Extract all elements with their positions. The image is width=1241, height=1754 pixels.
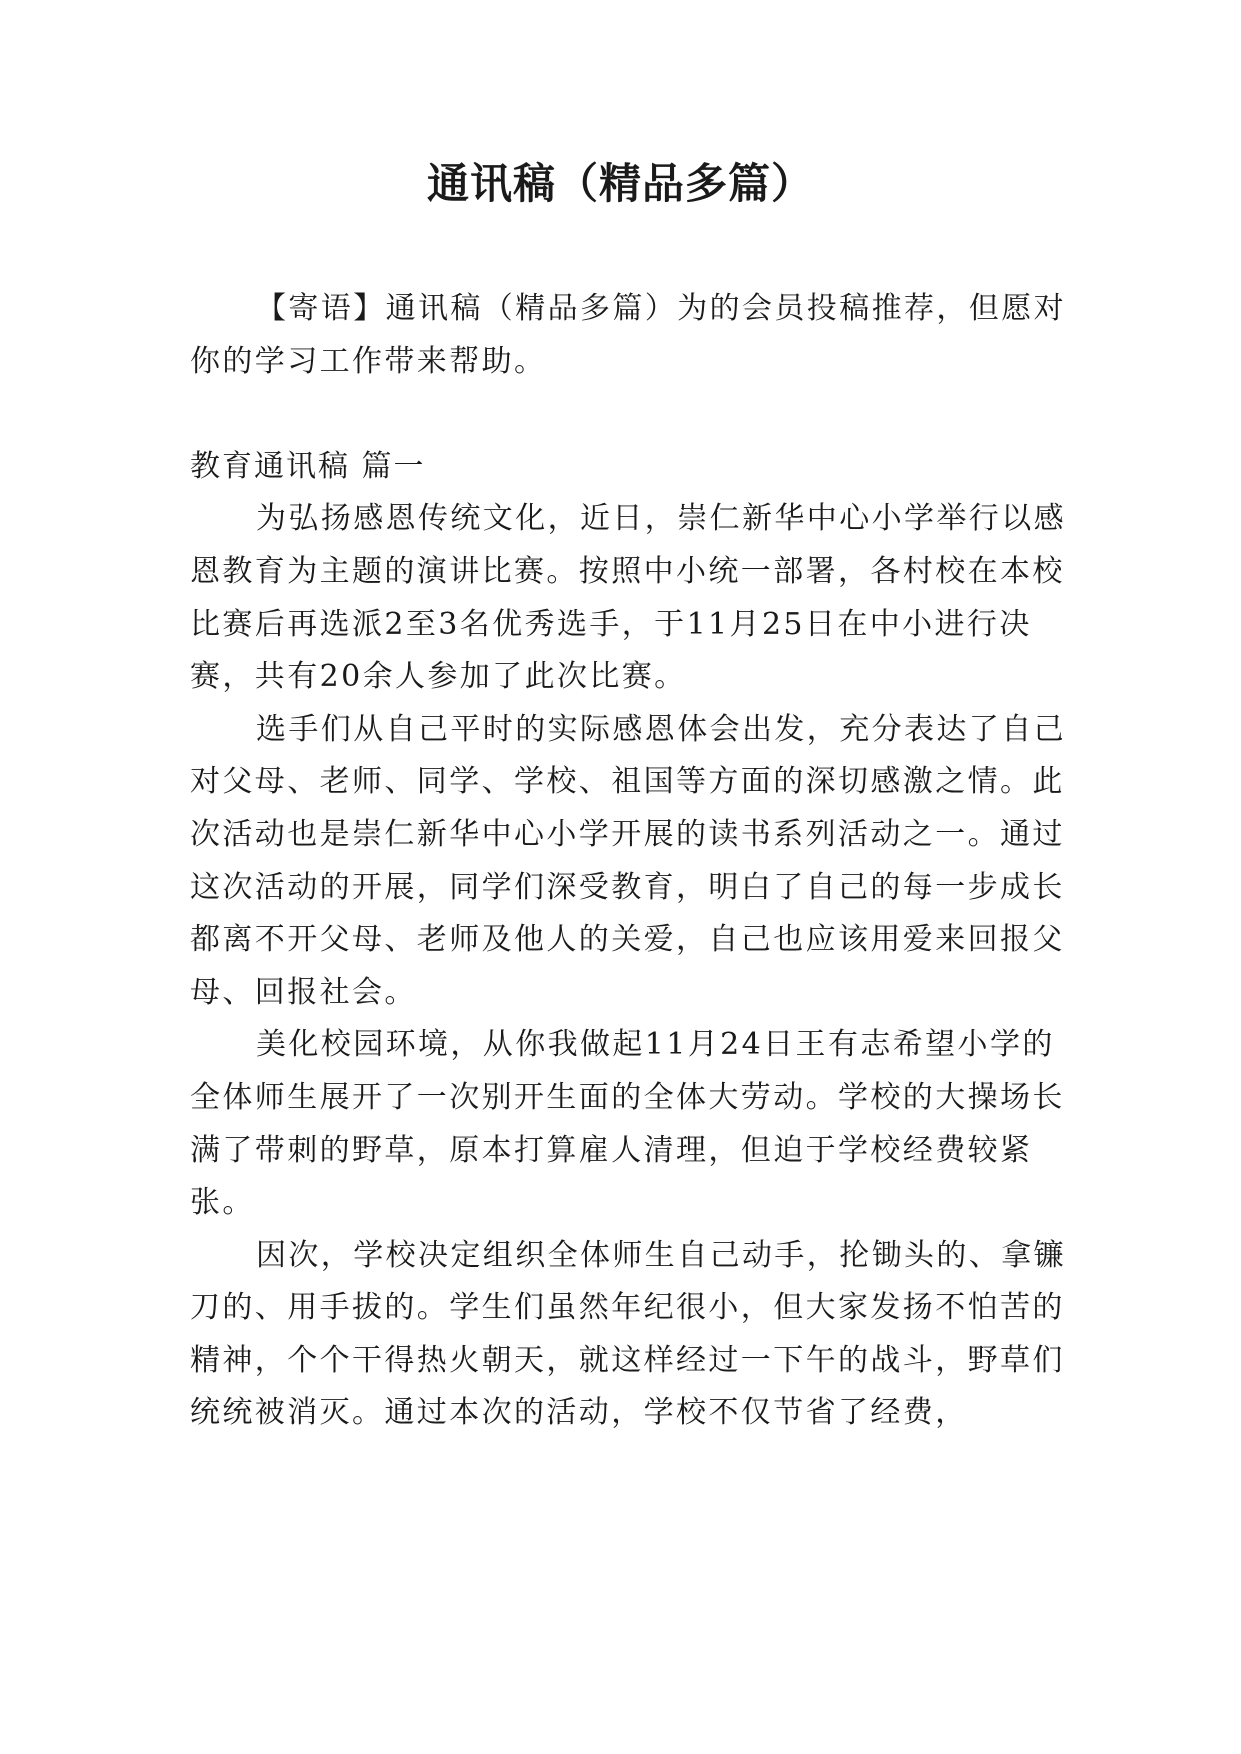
document-title: 通讯稿（精品多篇） xyxy=(426,159,814,208)
preface-paragraph: 【寄语】通讯稿（精品多篇）为的会员投稿推荐，但愿对你的学习工作带来帮助。 xyxy=(190,291,1066,379)
body-paragraph: 为弘扬感恩传统文化，近日，崇仁新华中心小学举行以感恩教育为主题的演讲比赛。按照中小统一部署，各村校在本校比赛后再选派2至3名优秀选手，于11月25日在中小进行决赛，共有20余人参加了此次比赛。 xyxy=(190,501,1066,695)
document-body xyxy=(190,283,1070,1440)
section-heading: 教育通讯稿 篇一 xyxy=(190,448,426,484)
paragraph-spacer xyxy=(190,388,1070,441)
body-paragraph: 美化校园环境，从你我做起11月24日王有志希望小学的全体师生展开了一次别开生面的全体大劳动。学校的大操场长满了带刺的野草，原本打算雇人清理，但迫于学校经费较紧张。 xyxy=(190,1027,1065,1221)
body-paragraph: 选手们从自己平时的实际感恩体会出发，充分表达了自己对父母、老师、同学、学校、祖国等方面的深切感激之情。此次活动也是崇仁新华中心小学开展的读书系列活动之一。通过这次活动的开展，同学们深受教育，明白了自己的每一步成长都离不开父母、老师及他人的关爱，自己也应该用爱来回报父母、回报社会。 xyxy=(190,711,1066,1010)
body-paragraph: 因次，学校决定组织全体师生自己动手，抡锄头的、拿镰刀的、用手拔的。学生们虽然年纪很小，但大家发扬不怕苦的精神，个个干得热火朝天，就这样经过一下午的战斗，野草们统统被消灭。通过本次的活动，学校不仅节省了经费， xyxy=(190,1237,1066,1431)
